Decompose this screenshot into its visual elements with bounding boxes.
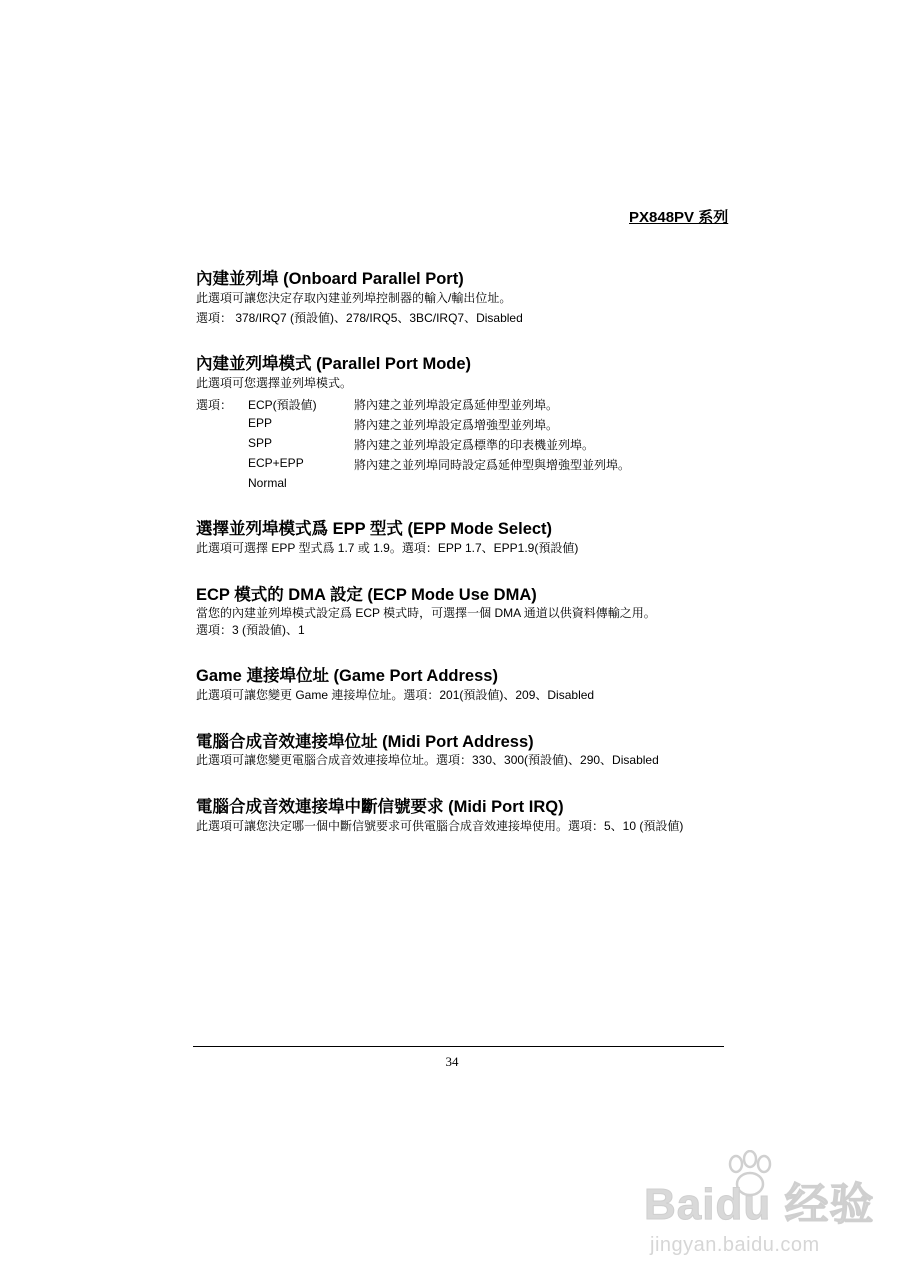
section-title-onboard-parallel-port: 內建並列埠 (Onboard Parallel Port) [196,270,464,288]
option-name: SPP [248,436,273,450]
page-number: 34 [445,1054,459,1069]
section-title-game-port-address: Game 連接埠位址 (Game Port Address) [196,667,498,685]
section-text: 此選項可您選擇並列埠模式。 [196,376,353,390]
section-options-text: 選項： 378/IRQ7 (預設値)、278/IRQ5、3BC/IRQ7、Disabled [196,311,523,325]
section-text: 當您的內建並列埠模式設定爲 ECP 模式時，可選擇一個 DMA 通道以供資料傳輸之用。 [196,606,656,620]
option-description: 將內建之並列埠設定爲延伸型並列埠。 [354,398,559,412]
section-text: 此選項可選擇 EPP 型式爲 1.7 或 1.9。選項：EPP 1.7、EPP1.9(預設値) [196,541,579,555]
section-options-text: 選項：3 (預設値)、1 [196,623,305,637]
baidu-jingyan-watermark [644,1150,875,1270]
option-name: ECP+EPP [248,456,304,470]
option-name: EPP [248,416,273,430]
footer-rule [193,1046,724,1047]
section-title-epp-mode-select: 選擇並列埠模式爲 EPP 型式 (EPP Mode Select) [196,520,553,538]
watermark-url: jingyan.baidu.com [650,1234,820,1256]
section-title-ecp-mode-use-dma: ECP 模式的 DMA 設定 (ECP Mode Use DMA) [196,586,537,604]
document-series-header: PX848PV 系列 [629,209,729,226]
options-label: 選項： [196,398,233,412]
section-text: 此選項可讓您變更 Game 連接埠位址。選項：201(預設値)、209、Disabled [196,688,595,702]
option-description: 將內建之並列埠設定爲標準的印表機並列埠。 [354,438,595,452]
option-name: ECP(預設値) [248,398,317,412]
option-description: 將內建之並列埠同時設定爲延伸型與增強型並列埠。 [354,458,631,472]
section-text: 此選項可讓您變更電腦合成音效連接埠位址。選項：330、300(預設値)、290、Disabled [196,753,659,767]
watermark-logo-text: Baidu 经验 [644,1180,875,1229]
section-title-midi-port-irq: 電腦合成音效連接埠中斷信號要求 (Midi Port IRQ) [196,798,564,816]
section-title-parallel-port-mode: 內建並列埠模式 (Parallel Port Mode) [196,355,472,373]
section-text: 此選項可讓您決定存取內建並列埠控制器的輸入/輸出位址。 [196,291,512,305]
option-name: Normal [248,476,287,490]
section-text: 此選項可讓您決定哪一個中斷信號要求可供電腦合成音效連接埠使用。選項：5、10 (預設値) [196,819,684,833]
option-description: 將內建之並列埠設定爲增強型並列埠。 [354,418,559,432]
section-title-midi-port-address: 電腦合成音效連接埠位址 (Midi Port Address) [196,733,534,751]
